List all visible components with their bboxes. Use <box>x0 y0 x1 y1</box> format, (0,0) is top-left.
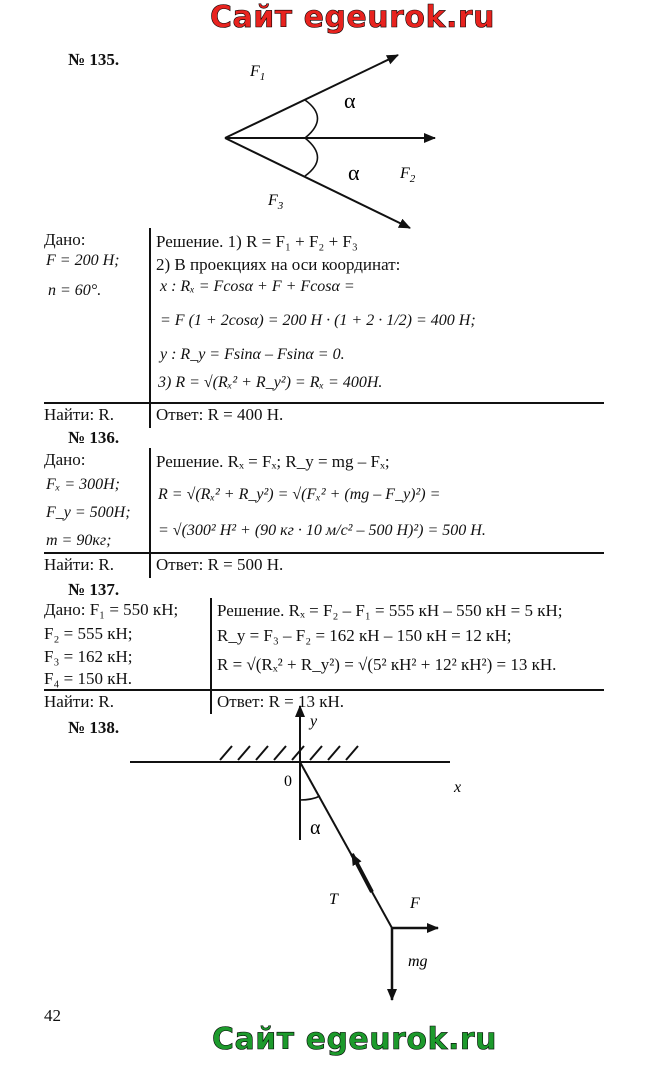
problem-137-given-line: F₄ = 150 кН. <box>44 669 133 688</box>
string-line <box>300 762 392 928</box>
problem-137-solution-line: R = √(Rₓ² + R_y²) = √(5² кН² + 12² кН²) = 13 кН. <box>217 655 557 674</box>
problem-136-number: № 136. <box>68 428 120 447</box>
problem-135-number: № 135. <box>68 50 120 69</box>
label-mg: mg <box>408 953 428 970</box>
label-force-f: F <box>410 895 420 912</box>
problem-135-force-diagram <box>0 0 650 240</box>
problem-135-solution-line: y : R_y = Fsinα – Fsinα = 0. <box>160 346 345 363</box>
angle-arc-lower <box>305 138 318 176</box>
problem-135-given-title: Дано: <box>44 230 86 249</box>
problem-136-given-title: Дано: <box>44 450 86 469</box>
label-f2: $F_2$ <box>400 165 416 185</box>
problem-136-solution-line: = √(300² Н² + (90 кг · 10 м/с² – 500 Н)²) = 500 Н. <box>158 522 486 539</box>
ceiling-hatching <box>220 746 358 760</box>
problem-137-solution-line: Решение. Rₓ = F₂ – F₁ = 555 кН – 550 кН = 5 кН; <box>217 601 563 620</box>
label-alpha: α <box>310 817 321 839</box>
problem-135-solution-line: Решение. 1) R = F₁ + F₂ + F₃ <box>156 232 358 251</box>
label-y: y <box>310 713 318 730</box>
problem-136-given-line: m = 90кг; <box>46 532 112 549</box>
problem-136-answer: Ответ: R = 500 Н. <box>156 555 284 574</box>
problem-136-solution-line: R = √(Rₓ² + R_y²) = √(Fₓ² + (mg – F_y)²) = <box>158 486 441 503</box>
problem-135-solution-line: 3) R = √(Rₓ² + R_y²) = Rₓ = 400H. <box>158 374 383 391</box>
problem-138-number: № 138. <box>68 718 120 737</box>
watermark-top: Сайт egeurok.ru <box>210 0 496 35</box>
problem-136-given-line: Fₓ = 300H; <box>46 476 120 493</box>
label-f1: $F_1$ <box>250 63 266 83</box>
problem-135-solution-line: = F (1 + 2cosα) = 200 Н · (1 + 2 · 1/2) = 400 Н; <box>160 312 476 329</box>
force-f3-arrow <box>225 138 410 228</box>
angle-arc <box>300 796 320 800</box>
label-alpha-lower: α <box>348 160 360 185</box>
problem-137-solution-line: R_y = F₃ – F₂ = 162 кН – 150 кН = 12 кН; <box>217 626 512 645</box>
problem-135-answer: Ответ: R = 400 Н. <box>156 405 284 424</box>
angle-arc-upper <box>305 100 318 138</box>
label-x: x <box>454 779 462 796</box>
problem-138-pendulum-diagram <box>0 700 650 1010</box>
problem-137-given-title: Дано: F₁ = 550 кН; <box>44 600 179 619</box>
label-alpha-upper: α <box>344 88 356 113</box>
problem-135-divider-horizontal <box>44 402 604 404</box>
problem-137-given-line: F₂ = 555 кН; <box>44 624 133 643</box>
problem-135-solution-line: x : Rₓ = Fcosα + F + Fcosα = <box>160 278 355 295</box>
problem-135-divider-vertical <box>149 228 151 428</box>
problem-136-given-line: F_y = 500H; <box>46 504 131 521</box>
problem-137-divider-vertical <box>210 598 212 714</box>
problem-136-find: Найти: R. <box>44 555 115 574</box>
problem-135-given-line: F = 200 Н; <box>46 252 120 269</box>
problem-137-number: № 137. <box>68 580 120 599</box>
problem-135-solution-line: 2) В проекциях на оси координат: <box>156 255 401 274</box>
tension-arrow <box>352 854 372 892</box>
label-origin: 0 <box>284 773 292 790</box>
problem-136-divider-vertical <box>149 448 151 578</box>
watermark-bottom: Сайт egeurok.ru <box>212 1022 498 1057</box>
problem-137-given-line: F₃ = 162 кН; <box>44 647 133 666</box>
problem-137-divider-horizontal <box>44 689 604 691</box>
problem-135-find: Найти: R. <box>44 405 115 424</box>
problem-137-find: Найти: R. <box>44 692 115 711</box>
label-tension: T <box>329 891 338 908</box>
problem-135-given-line: n = 60°. <box>48 282 102 299</box>
problem-137-answer: Ответ: R = 13 кН. <box>217 692 345 711</box>
page-number: 42 <box>44 1006 61 1025</box>
problem-136-divider-horizontal <box>44 552 604 554</box>
problem-136-solution-line: Решение. Rₓ = Fₓ; R_y = mg – Fₓ; <box>156 452 390 471</box>
label-f3: $F_3$ <box>268 192 284 212</box>
